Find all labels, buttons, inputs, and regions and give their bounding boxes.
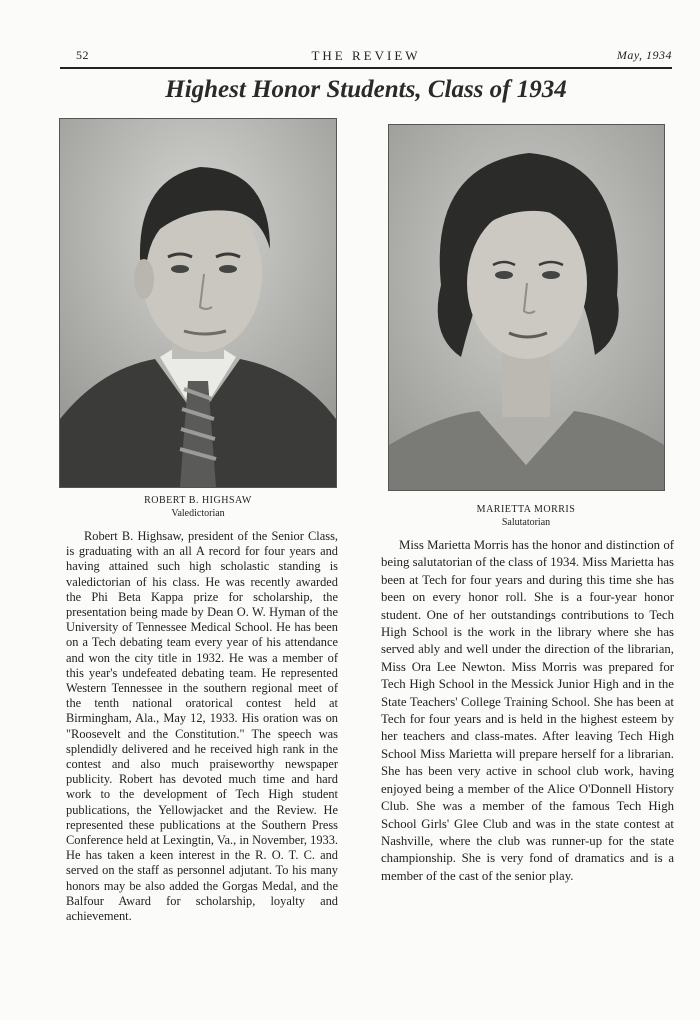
article-text-left: Robert B. Highsaw, president of the Senior Class, is graduating with an all A record for four years and having attained such high scholastic standing is valedictorian of his class. He was recently awarded the Phi Beta Kappa prize for scholarship, the presentation being made by Dean O. W. Hyman of the University of Tennessee Medical School. He has been on a Tech debating team every year of his attendance and won the city title in 1932. He was a member of this year's undefeated debating team. He represented Western Tennessee in the southern regional meet of the tenth national oratorical contest held at Birmingham, Ala., May 12, 1933. His oration was on "Roosevelt and the Constitution." The speech was splendidly delivered and he received high rank in the contest and also much praiseworthy newspaper publicity. Robert has devoted much time and hard work to the development of Tech High student publications, the Yellowjacket and the Review. He represented these publications at the Southern Press Conference held at Lexingtin, Va., in November, 1933. He has taken a keen interest in the R. O. T. C. and served on the staff as personnel adjutant. To his many honors may be also added the Gorgas Medal, and the Balfour Award for scholarship, loyalty and achievement. — [66, 529, 338, 924]
caption-left — [60, 494, 336, 520]
student-role: Salutatorian — [501, 517, 551, 528]
header-rule — [60, 67, 672, 69]
portrait-photo-right — [388, 124, 665, 491]
page-number: 52 — [76, 48, 89, 62]
magazine-name: THE REVIEW — [311, 48, 421, 63]
article-text-right: Miss Marietta Morris has the honor and distinction of being salutatorian of the class of 1934. Miss Marietta has been at Tech for four years and during this time she has been on every honor roll. She is a four-year honor student. One of her outstandings contributions to Tech High School is the work in the library where she has served ably and well under the direction of the librarian, Miss Ora Lee Newton. Miss Morris was prepared for Tech High School in the Messick Junior High and in the State Teachers' College Training School. She has been at Tech for four years and is held in the highest esteem by her teachers and class-mates. After leaving Tech High School Miss Marietta will prepare herself for a librarian. She has been very active in school club work, having enjoyed being a member of the Alice O'Donnell History Club. She was a member of the famous Tech High School Girls' Glee Club and was in the state contest at Nashville, where the club was runner-up for the state championship. She is very fond of dramatics and is a member of the cast of the senior play. — [381, 538, 674, 883]
student-name: MARIETTA MORRIS — [476, 504, 576, 515]
caption-right — [388, 503, 664, 529]
running-header — [60, 48, 672, 68]
portrait-photo-left — [59, 118, 337, 488]
portrait-photo-icon — [389, 125, 664, 490]
portrait-photo-icon — [60, 119, 336, 487]
issue-date: May, 1934 — [616, 48, 672, 62]
student-name: ROBERT B. HIGHSAW — [144, 495, 252, 506]
page-title: Highest Honor Students, Class of 1934 — [165, 76, 567, 103]
student-role: Valedictorian — [171, 508, 225, 519]
